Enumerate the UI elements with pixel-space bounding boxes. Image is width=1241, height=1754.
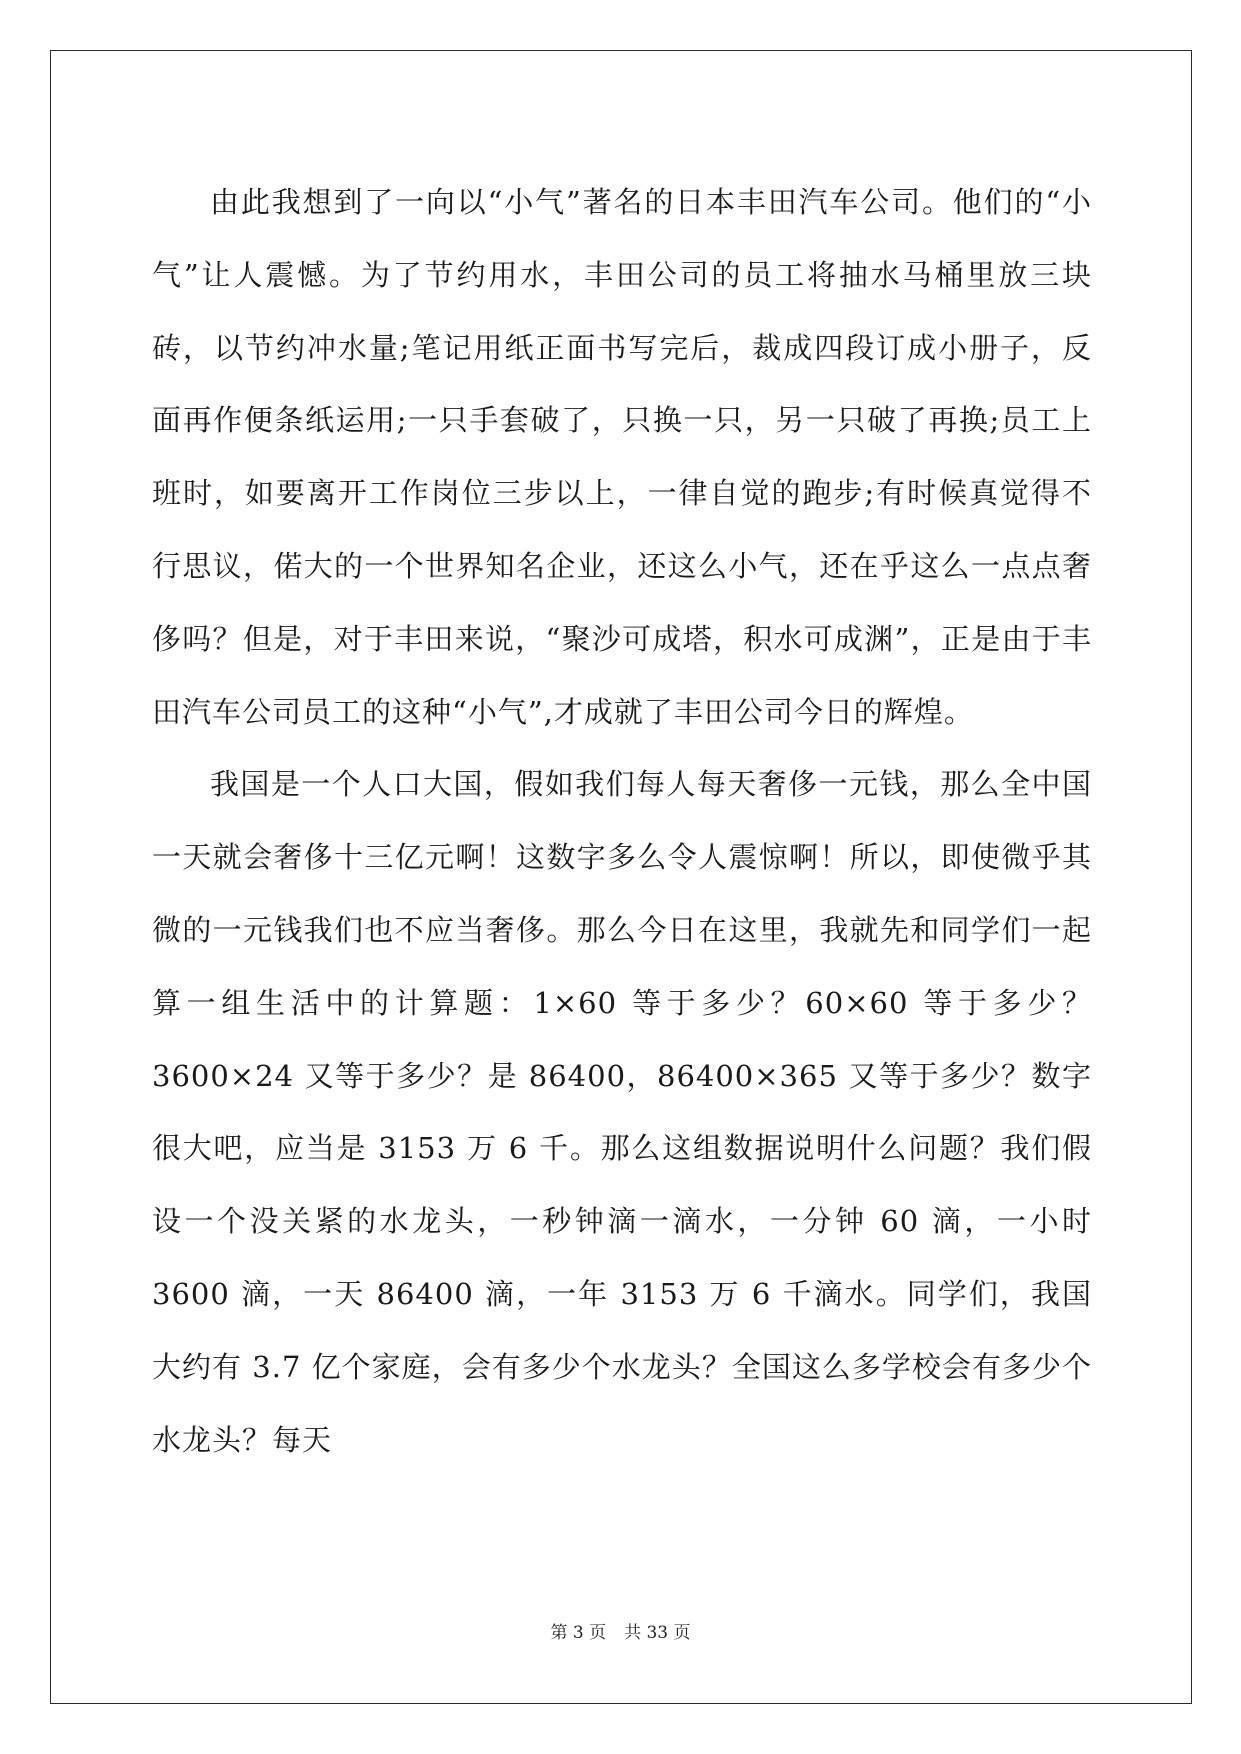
- page-total: 共 33 页: [624, 1623, 691, 1643]
- page-number: 第 3 页: [550, 1623, 607, 1643]
- page-footer: [0, 1618, 1241, 1643]
- paragraph: 由此我想到了一向以“小气”著名的日本丰田汽车公司。他们的“小气”让人震憾。为了节约用水，丰田公司的员工将抽水马桶里放三块砖，以节约冲水量;笔记用纸正面书写完后，裁成四段订成小册子，反面再作便条纸运用;一只手套破了，只换一只，另一只破了再换;员工上班时，如要离开工作岗位三步以上，一律自觉的跑步;有时候真觉得不行思议，偌大的一个世界知名企业，还这么小气，还在乎这么一点点奢侈吗？但是，对于丰田来说，“聚沙可成塔，积水可成渊”，正是由于丰田汽车公司员工的这种“小气”,才成就了丰田公司今日的辉煌。: [152, 185, 1092, 729]
- document-body: [152, 166, 1092, 1476]
- paragraph: 我国是一个人口大国，假如我们每人每天奢侈一元钱，那么全中国一天就会奢侈十三亿元啊！这数字多么令人震惊啊！所以，即使微乎其微的一元钱我们也不应当奢侈。那么今日在这里，我就先和同学们一起算一组生活中的计算题：1×60 等于多少？60×60 等于多少？3600×24 又等于多少？是 86400，86400×365 又等于多少？数字很大吧，应当是 3153 万 6 千。那么这组数据说明什么问题？我们假设一个没关紧的水龙头，一秒钟滴一滴水，一分钟 60 滴，一小时 3600 滴，一天 86400 滴，一年 3153 万 6 千滴水。同学们，我国大约有 3.7 亿个家庭，会有多少个水龙头？全国这么多学校会有多少个水龙头？每天: [152, 767, 1092, 1457]
